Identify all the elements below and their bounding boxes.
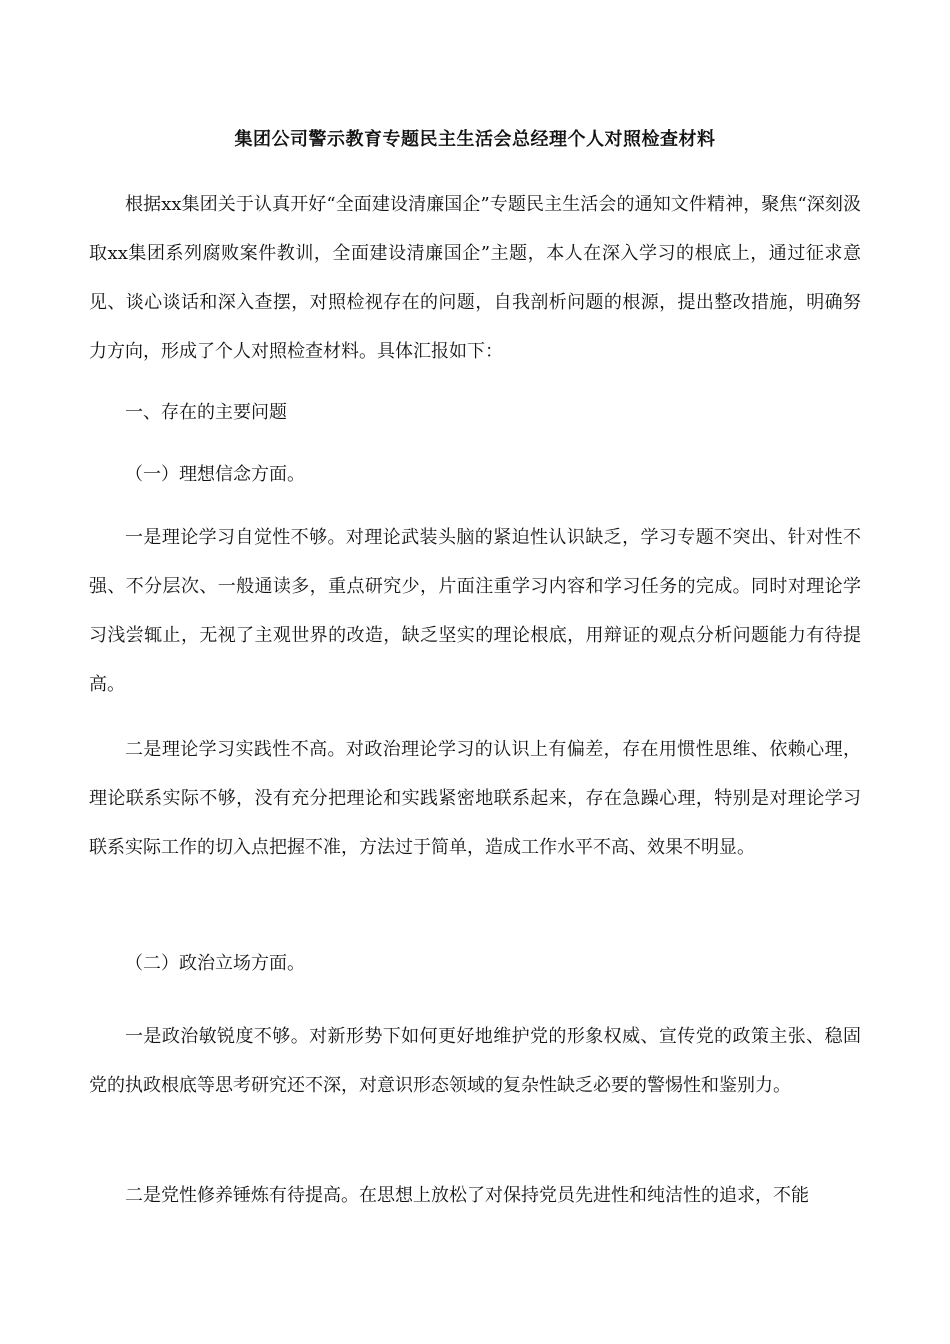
ideals-paragraph-2: 二是理论学习实践性不高。对政治理论学习的认识上有偏差，存在用惯性思维、依赖心理，理论联系实际不够，没有充分把理论和实践紧密地联系起来，存在急躁心理，特别是对理论学习联系实际工作的切入点把握不准，方法过于简单，造成工作水平不高、效果不明显。: [89, 739, 861, 858]
subsection-heading-politics: （二）政治立场方面。: [125, 953, 305, 974]
ideals-paragraph-1: 一是理论学习自觉性不够。对理论武装头脑的紧迫性认识缺乏，学习专题不突出、针对性不强、不分层次、一般通读多，重点研究少，片面注重学习内容和学习任务的完成。同时对理论学习浅尝辄止，无视了主观世界的改造，缺乏坚实的理论根底，用辩证的观点分析问题能力有待提高。: [89, 527, 861, 695]
document-title: 集团公司警示教育专题民主生活会总经理个人对照检查材料: [234, 129, 716, 150]
subsection-heading-ideals: （一）理想信念方面。: [125, 464, 305, 485]
politics-paragraph-1: 一是政治敏锐度不够。对新形势下如何更好地维护党的形象权威、宣传党的政策主张、稳固党的执政根底等思考研究还不深，对意识形态领域的复杂性缺乏必要的警惕性和鉴别力。: [89, 1026, 861, 1096]
politics-paragraph-2: 二是党性修养锤炼有待提高。在思想上放松了对保持党员先进性和纯洁性的追求，不能: [125, 1185, 809, 1206]
intro-paragraph: 根据xx集团关于认真开好“全面建设清廉国企”专题民主生活会的通知文件精神，聚焦“深刻汲取xx集团系列腐败案件教训，全面建设清廉国企”主题，本人在深入学习的根底上，通过征求意见、谈心谈话和深入查摆，对照检视存在的问题，自我剖析问题的根源，提出整改措施，明确努力方向，形成了个人对照检查材料。具体汇报如下：: [89, 194, 861, 362]
section-heading-problems: 一、存在的主要问题: [125, 402, 287, 423]
